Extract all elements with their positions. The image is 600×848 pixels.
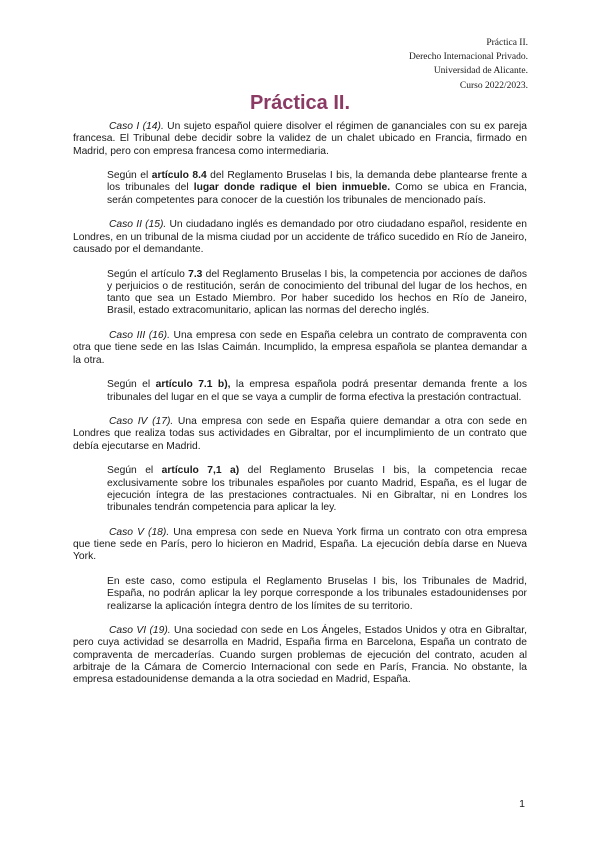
document-body — [73, 121, 527, 699]
answer-text: Según el — [107, 170, 152, 182]
answer-text: En este caso, como estipula el Reglamento Bruselas I bis, los Tribunales de Madrid, España, no podrán aplicar la ley porque corresponde a los tribunales estadounidenses por realizarse la aplicación íntegra dentro de los límites de su territorio. — [107, 575, 527, 612]
answer-article: artículo 7.1 b), — [155, 379, 231, 391]
case-5-answer — [107, 576, 527, 613]
case-3-statement — [73, 330, 527, 367]
answer-article: 7.3 — [188, 268, 203, 280]
case-6-label: Caso VI (19). — [109, 625, 171, 637]
header-line-subject: Derecho Internacional Privado. — [409, 52, 528, 63]
answer-text: Como se ubica en Francia, serán competentes para conocer de la cuestión los tribunales de mencionado país. — [107, 182, 527, 206]
case-4-answer — [107, 465, 527, 514]
case-6-statement — [73, 625, 527, 686]
document-header — [409, 36, 528, 93]
case-6-text: Una sociedad con sede en Los Ángeles, Estados Unidos y otra en Gibraltar, pero cuya actividad se desarrolla en Madrid, España firma en Barcelona, España un contrato de compraventa de mercaderías. Cuando surgen problemas de ejecución del contrato, acuden al arbitraje de la Cámara de Comercio Internacional con sede en París, Francia. No obstante, la empresa estadounidense demanda a la otra sociedad en Madrid, España. — [73, 625, 528, 686]
case-1-answer — [107, 170, 527, 207]
case-5-statement — [73, 527, 527, 564]
answer-article: artículo 7,1 a) — [161, 465, 240, 477]
case-5-label: Caso V (18). — [109, 526, 170, 538]
answer-emphasis: lugar donde radique el bien inmueble. — [193, 182, 391, 194]
case-3-label: Caso III (16). — [109, 330, 170, 342]
answer-text: del Reglamento Bruselas I bis, la demanda debe plantearse frente a los tribunales del — [107, 170, 527, 194]
case-1-text: Un sujeto español quiere disolver el régimen de gananciales con su ex pareja francesa. El Tribunal debe decidir sobre la validez de un chalet ubicado en Francia, firmado en Madrid, pero con empresa francesa como intermediaria. — [73, 121, 527, 157]
case-4-text: Una empresa con sede en España quiere demandar a otra con sede en Londres que realiza todas sus actividades en Gibraltar, por el incumplimiento de un contrato que debía ejecutarse en Madrid. — [73, 416, 527, 452]
page-title: Práctica II. — [249, 92, 351, 114]
case-3-answer — [107, 379, 527, 404]
answer-text: Según el artículo — [107, 268, 189, 280]
header-line-course: Curso 2022/2023. — [459, 80, 528, 91]
case-4-statement — [73, 416, 527, 453]
answer-text: la empresa española podrá presentar demanda frente a los tribunales del lugar en el que se vaya a cumplir de forma efectiva la prestación contractual. — [107, 379, 527, 403]
case-3-text: Una empresa con sede en España celebra un contrato de compraventa con otra que tiene sede en las Islas Caimán. Incumplido, la empresa española se plantea demandar a la otra. — [73, 330, 527, 366]
case-1-label: Caso I (14). — [109, 121, 164, 132]
case-2-label: Caso II (15). — [109, 219, 167, 231]
answer-text: del Reglamento Bruselas I bis, la competencia recae exclusivamente sobre los tribunales españoles por cuanto Madrid, España, es el lugar de ejecución íntegra de las prestaciones contractuales. Ni en Gibraltar, ni en Londres los tribunales tendrán competencia para aplicar la ley. — [107, 465, 527, 514]
header-line-university: Universidad de Alicante. — [433, 66, 528, 77]
case-2-answer — [107, 269, 527, 318]
answer-article: artículo 8.4 — [151, 170, 207, 182]
case-5-text: Una empresa con sede en Nueva York firma un contrato con otra empresa que tiene sede en París, pero lo hicieron en Madrid, España. La ejecución debía darse en Nueva York. — [73, 526, 527, 563]
answer-text: Según el — [107, 465, 162, 477]
answer-text: Según el — [107, 379, 156, 391]
case-4-label: Caso IV (17). — [109, 416, 174, 428]
case-2-statement — [73, 219, 527, 256]
case-1-statement — [73, 121, 527, 158]
header-line-practice: Práctica II. — [486, 38, 528, 48]
case-2-text: Un ciudadano inglés es demandado por otro ciudadano español, residente en Londres, en un tribunal de la misma ciudad por un accidente de tráfico sucedido en Río de Janeiro, causado por el demandante. — [73, 219, 528, 255]
answer-text: del Reglamento Bruselas I bis, la competencia por acciones de daños y perjuicios o de restitución, serán de conocimiento del tribunal del lugar de los hechos, en tanto que sea un Estado Miembro. Por haber sucedido los hechos en Río de Janeiro, Brasil, estado extracomunitario, aplican las normas del derecho inglés. — [107, 268, 528, 317]
page-number: 1 — [519, 798, 525, 810]
